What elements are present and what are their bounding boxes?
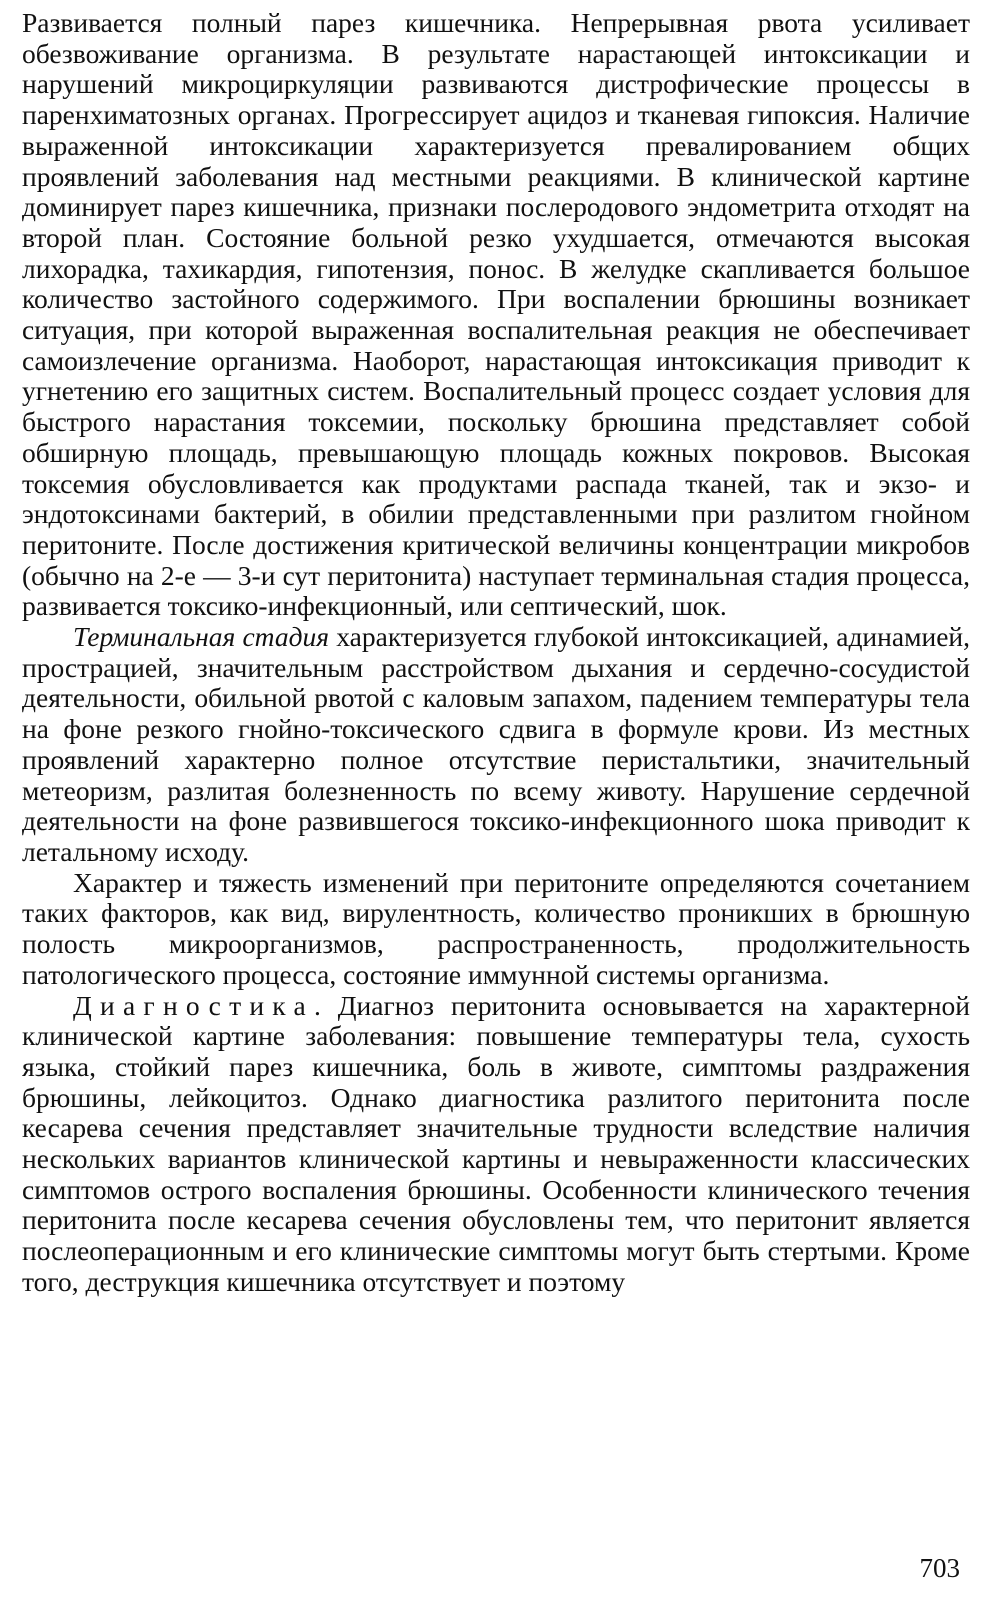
paragraph-factors: Характер и тяжесть изменений при перитоните определяются сочетанием таких факторов, как вид, вирулентность, количество проникших в брюшную полость микроорганизмов, распространенность, продолжительность патологического процесса, состояние иммунной системы организма. xyxy=(22,866,970,990)
paragraph-terminal-stage xyxy=(22,622,970,868)
page-body xyxy=(22,8,970,1548)
term-terminal-stage: Терминальная стадия xyxy=(73,621,330,653)
paragraph-terminal-stage-text: характеризуется глубокой интоксикацией, адинамией, прострацией, значительным расстройством дыхания и сердечно-сосудистой деятельности, обильной рвотой с каловым запахом, падением температуры тела на фоне резкого гнойно-токсического сдвига в формуле крови. Из местных проявлений характерно полное отсутствие перистальтики, значительный метеоризм, разлитая болезненность по всему животу. Нарушение сердечной деятельности на фоне развившегося токсико-инфекционного шока приводит к летальному исходу. xyxy=(22,621,970,867)
paragraph-parez: Развивается полный парез кишечника. Непрерывная рвота усиливает обезвоживание организма. В результате нарастающей интоксикации и нарушений микроциркуляции развиваются дистрофические процессы в паренхиматозных органах. Прогрессирует ацидоз и тканевая гипоксия. Наличие выраженной интоксикации характеризуется превалированием общих проявлений заболевания над местными реакциями. В клинической картине доминирует парез кишечника, признаки послеродового эндометрита отходят на второй план. Состояние больной резко ухудшается, отмечаются высокая лихорадка, тахикардия, гипотензия, понос. В желудке скапливается большое количество застойного содержимого. При воспалении брюшины возникает ситуация, при которой выраженная воспалительная реакция не обеспечивает самоизлечение организма. Наоборот, нарастающая интоксикация приводит к угнетению его защитных систем. Воспалительный процесс создает условия для быстрого нарастания токсемии, поскольку брюшина представляет собой обширную площадь, превышающую площадь кожных покровов. Высокая токсемия обусловливается как продуктами распада тканей, так и экзо- и эндотоксинами бактерий, в обилии представленными при разлитом гнойном перитоните. После достижения критической величины концентрации микробов (обычно на 2-е — 3-и сут перитонита) наступает терминальная стадия процесса, развивается токсико-инфекционный, или септический, шок. xyxy=(22,7,970,622)
paragraph-diagnostics xyxy=(22,991,970,1298)
paragraph-diagnostics-text: . Диагноз перитонита основывается на характерной клинической картине заболевания: повышение температуры тела, сухость языка, стойкий парез кишечника, боль в животе, симптомы раздражения брюшины, лейкоцитоз. Однако диагностика разлитого перитонита после кесарева сечения представляет значительные трудности вследствие наличия нескольких вариантов клинической картины и невыраженности классических симптомов острого воспаления брюшины. Особенности клинического течения перитонита после кесарева сечения обусловлены тем, что перитонит является послеоперационным и его клинические симптомы могут быть стертыми. Кроме того, деструкция кишечника отсутствует и поэтому xyxy=(22,989,970,1297)
term-diagnostics: Диагностика xyxy=(73,989,314,1021)
page-number: 703 xyxy=(919,1553,960,1583)
